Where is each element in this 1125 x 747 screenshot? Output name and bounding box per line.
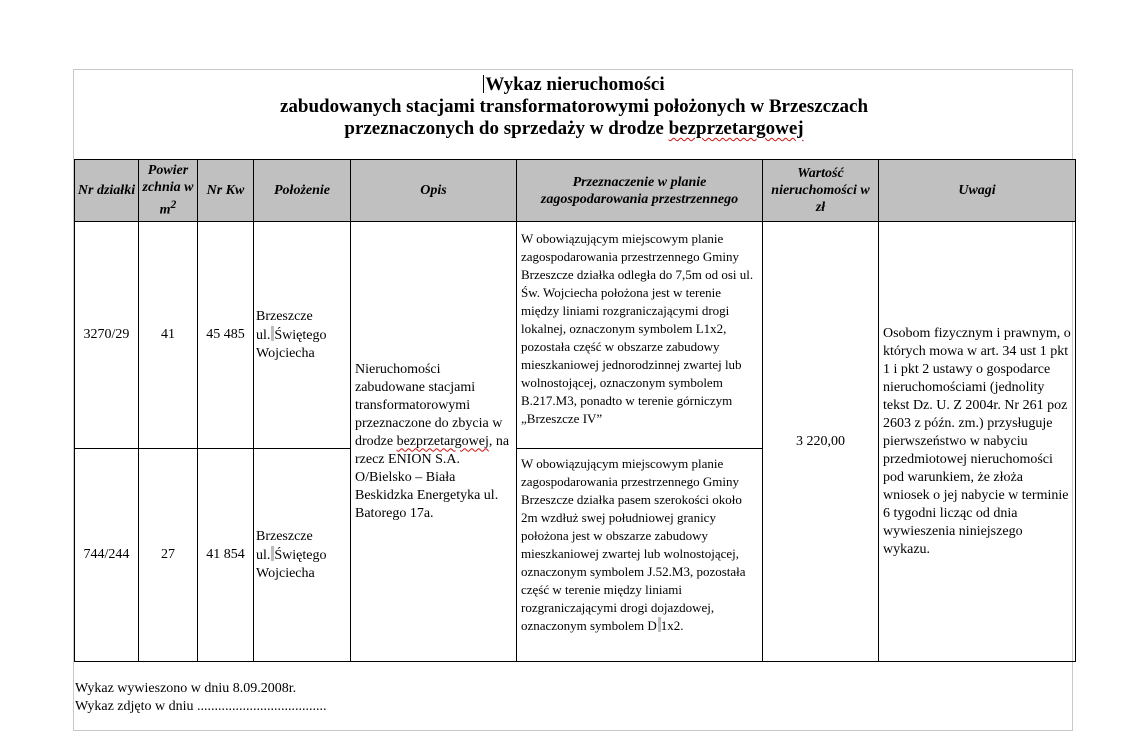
cell-opis: Nieruchomości zabudowane stacjami transformatorowymi przeznaczone do zbycia w drodze bezprzetargowej, na rzecz ENION S.A. O/Bielsko – Biała Beskidzka Energetyka ul. Batorego 17a. (351, 222, 517, 662)
title-line-2: zabudowanych stacjami transformatorowymi położonych w Brzeszczach (279, 96, 869, 117)
header-powierzchnia: Powier zchnia w $m^2$ (139, 160, 198, 222)
cell-przeznaczenie: W obowiązującym miejscowym planie zagospodarowania przestrzennego Gminy Brzeszcze działka odległa do 7,5m od osi ul. Św. Wojciecha położona jest w terenie między liniami rozgraniczającymi drogi lokalnej, oznaczonym symbolem L1x2, pozostała część w obszarze zabudowy mieszkaniowej jednorodzinnej zwartej lub wolnostojącej, oznaczonym symbolem B.217.M3, ponadto w terenie górniczym „Brzeszcze IV” (517, 222, 763, 449)
title-line-3: przeznaczonych do sprzedaży w drodze bezprzetargowej (344, 118, 804, 139)
cell-przeznaczenie: W obowiązującym miejscowym planie zagospodarowania przestrzennego Gminy Brzeszcze działka pasem szerokości około 2m wzdłuż swej południowej granicy położona jest w obszarze zabudowy mieszkaniowej zwartej lub wolnostojącej, oznaczonym symbolem J.52.M3, pozostała część w terenie między liniami rozgraniczającymi drogi dojazdowej, oznaczonym symbolem D 1x2. (517, 449, 763, 662)
cell-uwagi: Osobom fizycznym i prawnym, o których mowa w art. 34 ust 1 pkt 1 i pkt 2 ustawy o gospodarce nieruchomościami (jednolity tekst Dz. U. Z 2004r. Nr 261 poz 2603 z późn. zm.) przysługuje pierwszeństwo w nabyciu przedmiotowej nieruchomości pod warunkiem, że złoża wniosek o jej nabycie w terminie 6 tygodni licząc od dnia wywieszenia niniejszego wykazu. (879, 222, 1076, 662)
header-nr-dzialki: Nr działki (75, 160, 139, 222)
cell-wartosc: 3 220,00 (763, 222, 879, 662)
document-footer (75, 680, 327, 716)
cell-nr-dzialki: 3270/29 (75, 222, 139, 449)
header-przeznaczenie: Przeznaczenie w planie zagospodarowania przestrzennego (517, 160, 763, 222)
cell-polozenie: Brzeszcze ul. Świętego Wojciecha (254, 222, 351, 449)
table-header-row (75, 160, 1076, 222)
cell-powierzchnia: 41 (139, 222, 198, 449)
cell-powierzchnia: 27 (139, 449, 198, 662)
title-line-1: Wykaz nieruchomości (485, 74, 665, 95)
cell-nr-kw: 41 854 (198, 449, 254, 662)
cell-polozenie: Brzeszcze ul. Świętego Wojciecha (254, 449, 351, 662)
document-page (73, 69, 1073, 731)
document-title (74, 70, 1074, 158)
header-uwagi: Uwagi (879, 160, 1076, 222)
header-nr-kw: Nr Kw (198, 160, 254, 222)
header-polozenie: Położenie (254, 160, 351, 222)
header-wartosc: Wartość nieruchomości w zł (763, 160, 879, 222)
spellcheck-word: bezprzetargowej (396, 433, 489, 449)
property-table (74, 159, 1076, 662)
cell-nr-kw: 45 485 (198, 222, 254, 449)
spellcheck-word: bezprzetargowej (668, 118, 804, 139)
cell-nr-dzialki: 744/244 (75, 449, 139, 662)
table-row (75, 222, 1076, 449)
footer-removed-date: Wykaz zdjęto w dniu ..................................... (75, 699, 327, 714)
footer-posted-date: Wykaz wywieszono w dniu 8.09.2008r. (75, 681, 297, 696)
header-opis: Opis (351, 160, 517, 222)
